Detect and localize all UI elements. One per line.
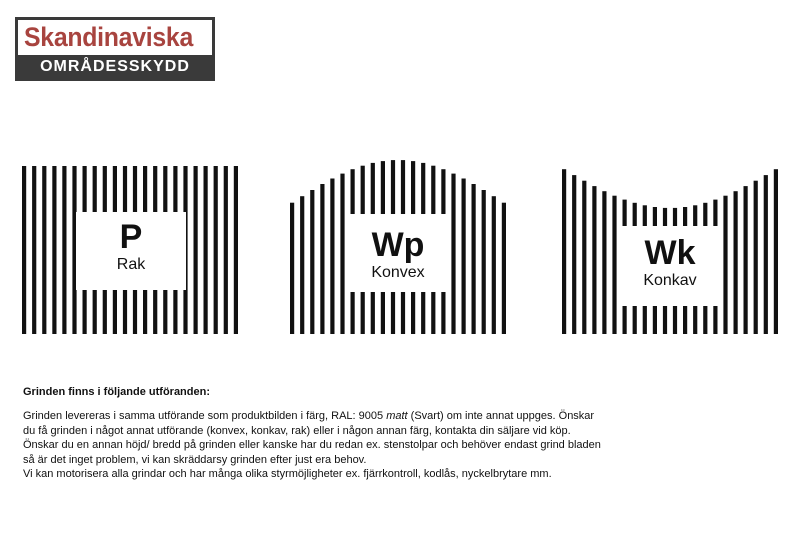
- section-heading: Grinden finns i följande utföranden:: [23, 386, 210, 398]
- gate-code: P: [119, 218, 143, 256]
- gate-bar: [774, 169, 778, 334]
- gate-concave-diagram: [562, 168, 778, 334]
- logo-subtitle: OMRÅDESSKYDD: [18, 55, 212, 78]
- info-line-2: du få grinden i något annat utförande (konvex, konkav, rak) eller i någon annan färg, kontakta din säljare vid köp.: [23, 424, 571, 437]
- gate-bar: [744, 186, 748, 334]
- gate-bar: [194, 166, 198, 334]
- info-line-5: Vi kan motorisera alla grindar och har många olika styrmöjligheter ex. fjärrkontroll, kodlås, nyckelbrytare mm.: [23, 468, 552, 481]
- gate-label-box: [346, 214, 450, 292]
- gate-bar: [290, 203, 294, 334]
- gate-code: Wk: [644, 234, 696, 272]
- gate-label-box: [618, 226, 722, 306]
- gate-convex-diagram: [290, 160, 506, 334]
- gate-bar: [330, 179, 334, 335]
- gate-bar: [502, 203, 506, 334]
- gate-bar: [310, 190, 314, 334]
- gate-name: Rak: [116, 256, 146, 273]
- company-logo: [15, 17, 215, 81]
- gate-bar: [320, 184, 324, 334]
- gate-bar: [22, 166, 26, 334]
- gate-bar: [572, 175, 576, 334]
- gate-bar: [451, 174, 455, 334]
- gate-name: Konvex: [371, 264, 425, 281]
- gate-bar: [462, 179, 466, 335]
- gate-label-box: [76, 212, 186, 290]
- gate-bar: [224, 166, 228, 334]
- gate-bar: [42, 166, 46, 334]
- gate-bar: [734, 191, 738, 334]
- matt-emphasis: matt: [386, 410, 408, 422]
- info-line-1: Grinden levereras i samma utförande som produktbilden i färg, RAL: 9005 matt (Svart) om inte annat uppges. Önskar: [23, 410, 595, 422]
- gate-bar: [214, 166, 218, 334]
- gate-name: Konkav: [643, 272, 697, 289]
- gate-bar: [204, 166, 208, 334]
- gate-bar: [32, 166, 36, 334]
- gate-bar: [754, 181, 758, 334]
- gate-bar: [612, 196, 616, 334]
- gate-bar: [582, 181, 586, 334]
- gate-bar: [340, 174, 344, 334]
- gate-bar: [492, 196, 496, 334]
- gate-bar: [62, 166, 66, 334]
- gate-bar: [764, 175, 768, 334]
- gate-bar: [602, 191, 606, 334]
- info-line-4: så är det inget problem, vi kan skräddarsy grinden efter just era behov.: [23, 453, 367, 466]
- gate-code: Wp: [371, 226, 425, 264]
- gate-straight-diagram: [22, 166, 238, 334]
- gate-bar: [723, 196, 727, 334]
- info-paragraph: [23, 409, 703, 482]
- gate-bar: [300, 196, 304, 334]
- gate-bar: [234, 166, 238, 334]
- gate-bar: [52, 166, 56, 334]
- gate-bar: [472, 184, 476, 334]
- gate-bar: [592, 186, 596, 334]
- gate-bar: [482, 190, 486, 334]
- logo-wordmark: Skandinaviska: [24, 22, 194, 52]
- info-line-3: Önskar du en annan höjd/ bredd på grinden eller kanske har du redan ex. stenstolpar och behöver endast grind bladen: [23, 439, 601, 452]
- gate-bar: [562, 169, 566, 334]
